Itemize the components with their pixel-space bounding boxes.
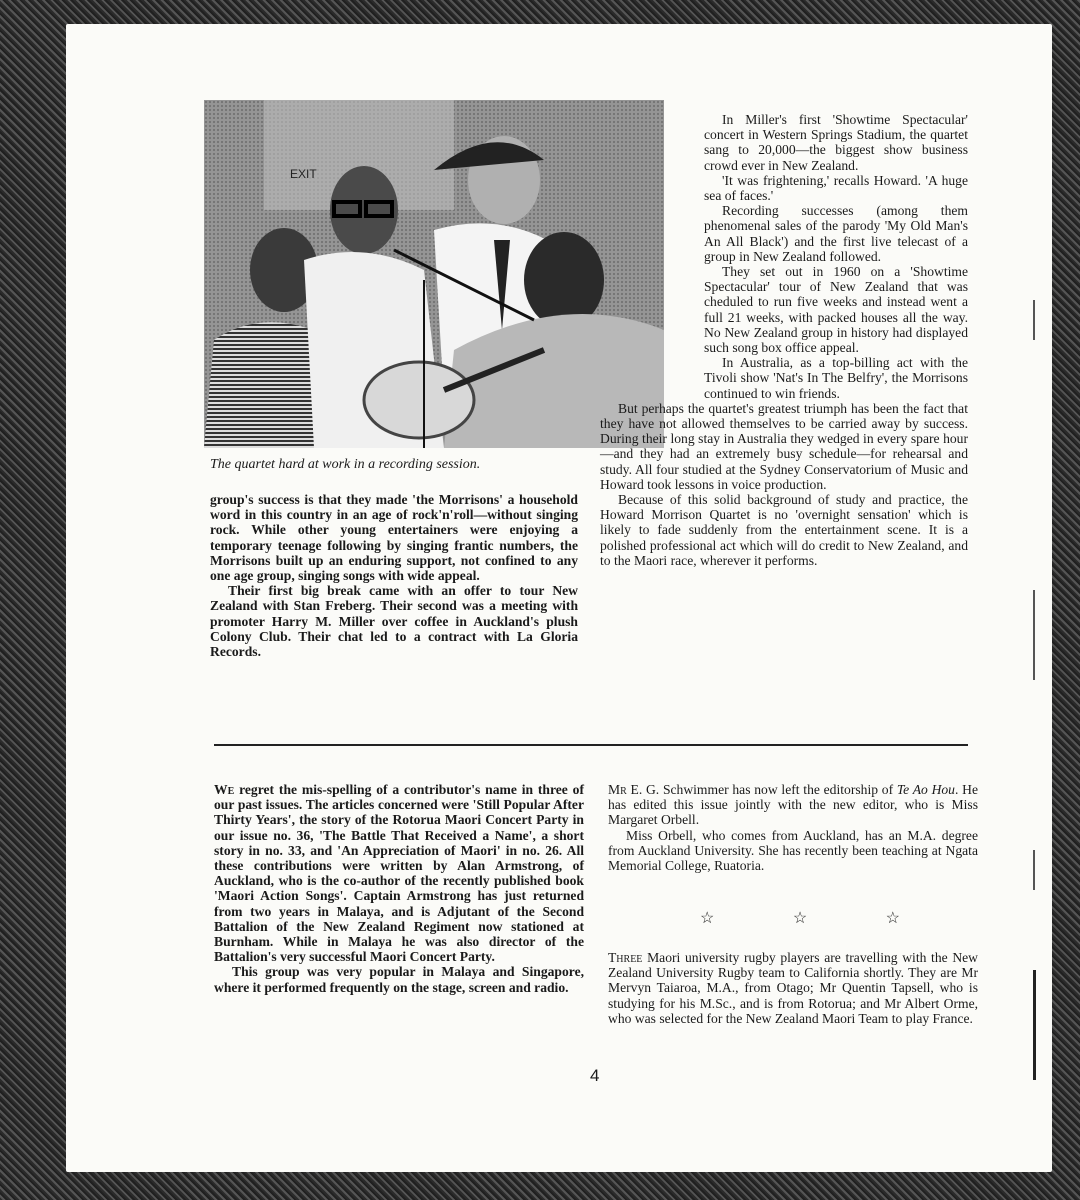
drop-lead: We	[214, 782, 235, 797]
star-icon: ☆	[792, 910, 808, 927]
article-paragraph: Recording successes (among them phenomenal sales of the parody 'My Old Man's An All Black') and the first live telecast of a group in New Zealand followed.	[704, 203, 968, 264]
notice-right-column: Mr E. G. Schwimmer has now left the editorship of Te Ao Hou. He has edited this issue jointly with the new editor, who is Miss Margaret Orbell. Miss Orbell, who comes from Auckland, has an M.A. degree from Auckland University. She has recently been teaching at Ngata Memorial College, Ruatoria.	[608, 782, 978, 874]
notice-paragraph: Maori university rugby players are travelling with the New Zealand University Rugby team to California shortly. They are Mr Mervyn Taiaroa, M.A., from Otago; Mr Quentin Tapsell, who is studying for his M.Sc., and is from Rotorua; and Mr Albert Orme, who was selected for the New Zealand Maori Team to play France.	[608, 950, 978, 1026]
article-paragraph: But perhaps the quartet's greatest triumph has been the fact that they have not allowed themselves to be carried away by success. During their long stay in Australia they wedged in every spare hour—and they had an extremely busy schedule—for rehearsal and study. All four studied at the Sydney Conservatorium of Music and Howard took lessons in voice production.	[600, 400, 968, 492]
exit-sign: EXIT	[290, 167, 317, 181]
notice-paragraph: Miss Orbell, who comes from Auckland, has an M.A. degree from Auckland University. She has recently been teaching at Ngata Memorial College, Ruatoria.	[608, 827, 978, 874]
article-paragraph: They set out in 1960 on a 'Showtime Spectacular' tour of New Zealand that was cheduled to run five weeks and instead went a full 21 weeks, with packed houses all the way. No New Zealand group in history had displayed such song box office appeal.	[704, 264, 968, 356]
article-left-column	[210, 492, 578, 659]
star-icon: ☆	[885, 910, 900, 927]
article-paragraph: In Australia, as a top-billing act with the Tivoli show 'Nat's In The Belfry', the Morrisons continued to win friends.	[704, 355, 968, 401]
page-number: 4	[590, 1066, 600, 1085]
article-right-column	[600, 112, 968, 568]
notice-paragraph: regret the mis-spelling of a contributor's name in three of our past issues. The articles concerned were 'Still Popular After Thirty Years', the story of the Rotorua Maori Concert Party in our issue no. 36, 'The Battle That Received a Name', a short story in no. 33, and 'An Appreciation of Maori' in no. 26. All these contributions were written by Alan Armstrong, of Auckland, who is the co-author of the recently published book 'Maori Action Songs'. Captain Armstrong has just returned from two years in Malaya, and is Adjutant of the Second Battalion of the New Zealand Regiment now stationed at Burnham. While in Malaya he was also director of the Battalion's very successful Maori Concert Party.	[214, 782, 584, 965]
magazine-title: Te Ao Hou	[896, 782, 955, 797]
photo-caption: The quartet hard at work in a recording session.	[210, 457, 481, 472]
notice-left-column	[214, 782, 584, 995]
star-icon: ☆	[700, 910, 715, 927]
notice-paragraph: This group was very popular in Malaya and Singapore, where it performed frequently on the stage, screen and radio.	[214, 964, 584, 995]
recording-session-photo-icon	[204, 100, 664, 448]
article-paragraph: Because of this solid background of study and practice, the Howard Morrison Quartet is no 'overnight sensation' which is likely to fade suddenly from the entertainment scene. It is a polished professional act which will do credit to New Zealand, and to the Maori race, wherever it performs.	[600, 492, 968, 568]
article-paragraph: 'It was frightening,' recalls Howard. 'A huge sea of faces.'	[704, 172, 968, 204]
recording-session-photo	[204, 100, 664, 448]
scan-edge-marks	[1028, 90, 1040, 1090]
section-divider	[214, 744, 968, 746]
article-paragraph: Their first big break came with an offer to tour New Zealand with Stan Freberg. Their second was a meeting with promoter Harry M. Miller over coffee in Auckland's plush Colony Club. Their chat led to a contract with La Gloria Records.	[210, 583, 578, 660]
drop-lead: Three	[608, 950, 643, 965]
article-paragraph: group's success is that they made 'the Morrisons' a household word in this country in an age of rock'n'roll—without singing rock. While other young entertainers were enjoying a temporary teenage following by singing frantic numbers, the Morrisons built up an enduring support, not confined to any one age group, singing songs with wide appeal.	[210, 492, 578, 584]
drop-lead: Mr	[608, 782, 627, 797]
article-paragraph: In Miller's first 'Showtime Spectacular' concert in Western Springs Stadium, the quartet sang to 20,000—the biggest show business crowd ever in New Zealand.	[704, 112, 968, 173]
section-stars	[700, 908, 900, 928]
rugby-notice	[608, 950, 978, 1026]
